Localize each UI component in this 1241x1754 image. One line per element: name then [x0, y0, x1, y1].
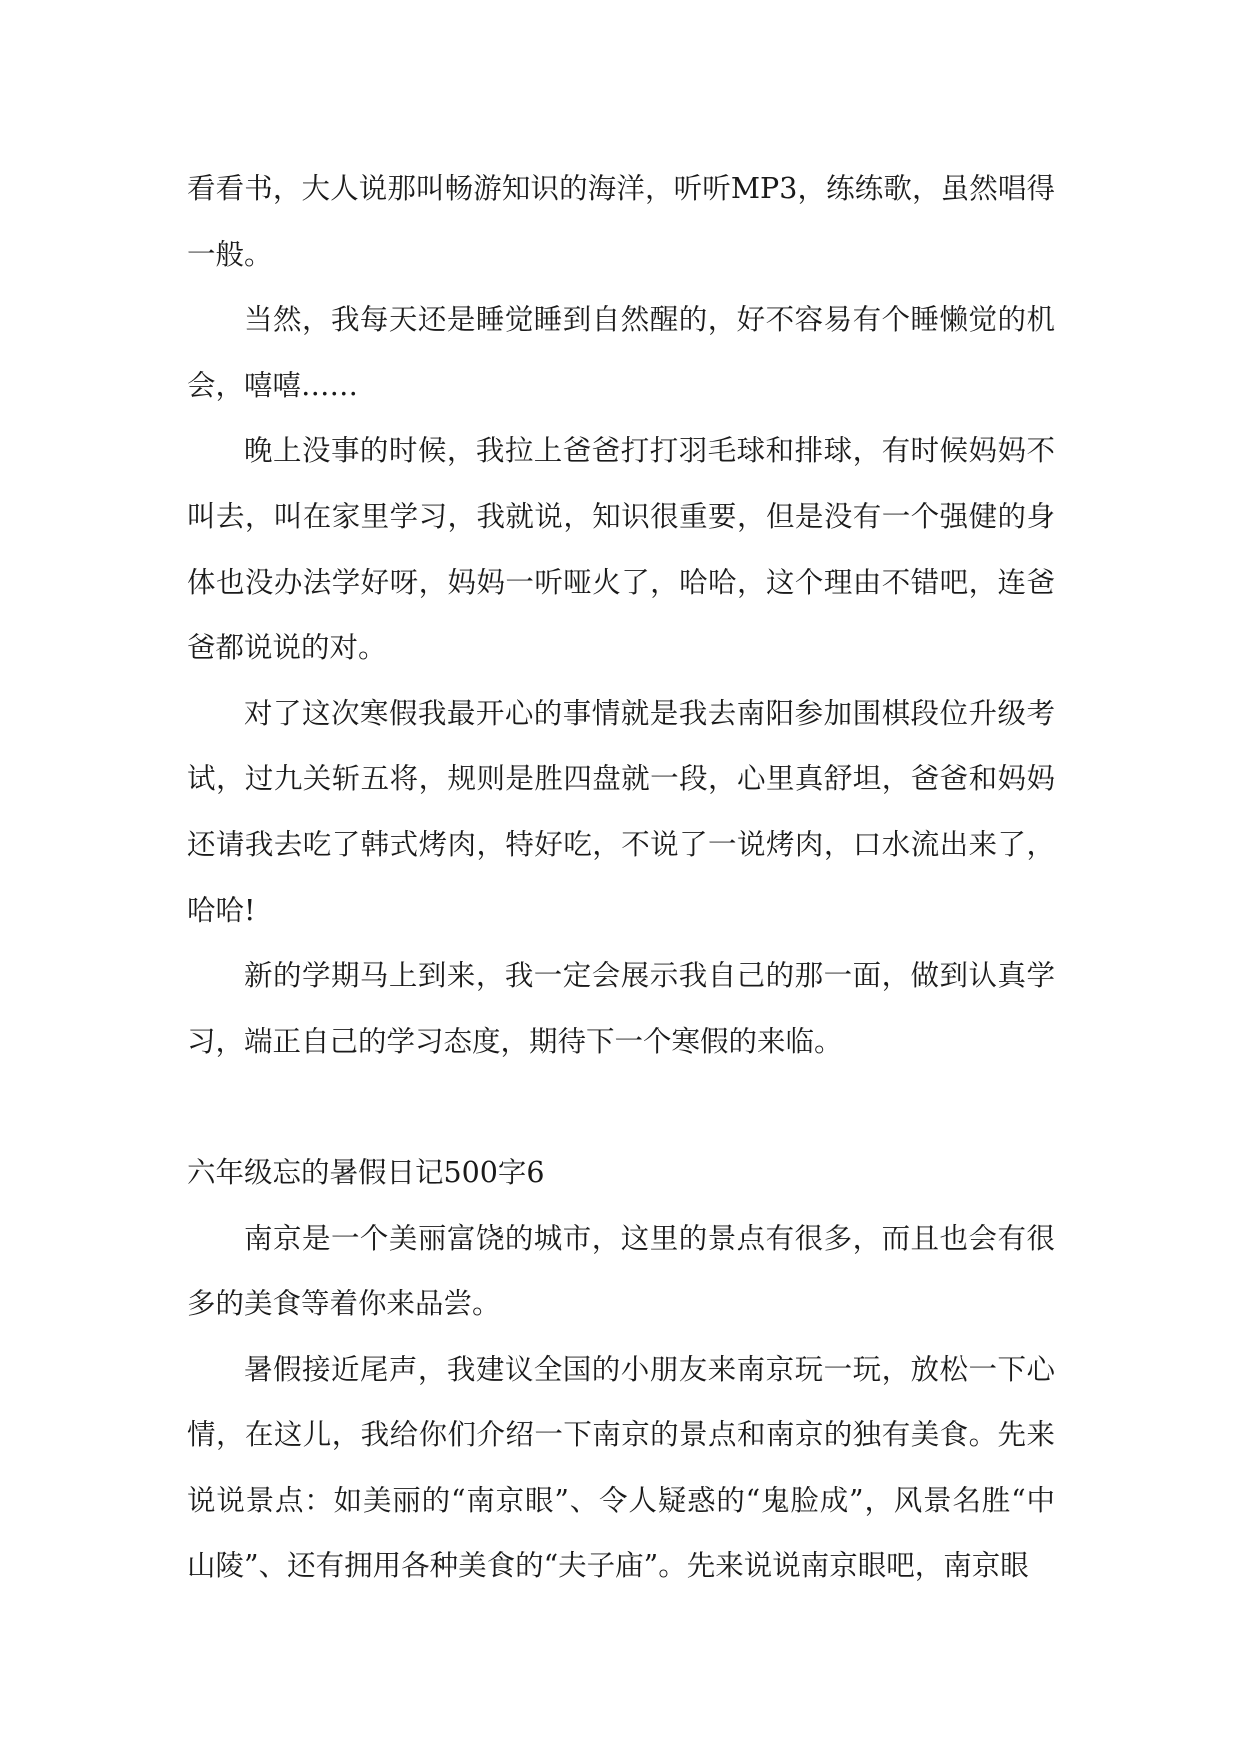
section-heading: 六年级忘的暑假日记500字6: [187, 1155, 545, 1189]
paragraph: 暑假接近尾声，我建议全国的小朋友来南京玩一玩，放松一下心情，在这儿，我给你们介绍一下南京的景点和南京的独有美食。先来说说景点：如美丽的“南京眼”、令人疑惑的“鬼脸成”，风景名胜“中山陵”、还有拥用各种美食的“夫子庙”。先来说说南京眼吧，南京眼: [187, 1352, 1055, 1583]
paragraph: 新的学期马上到来，我一定会展示我自己的那一面，做到认真学习，端正自己的学习态度，期待下一个寒假的来临。: [187, 959, 1055, 1058]
section-spacer: [187, 1074, 1055, 1140]
paragraph-continued: 看看书，大人说那叫畅游知识的海洋，听听MP3，练练歌，虽然唱得一般。: [187, 172, 1055, 271]
paragraph: 南京是一个美丽富饶的城市，这里的景点有很多，而且也会有很多的美食等着你来品尝。: [187, 1221, 1055, 1321]
paragraph: 晚上没事的时候，我拉上爸爸打打羽毛球和排球，有时候妈妈不叫去，叫在家里学习，我就说，知识很重要，但是没有一个强健的身体也没办法学好呀，妈妈一听哑火了，哈哈，这个理由不错吧，连爸爸都说说的对。: [187, 434, 1055, 665]
document-body: [187, 156, 1055, 1599]
paragraph: 当然，我每天还是睡觉睡到自然醒的，好不容易有个睡懒觉的机会，嘻嘻……: [187, 303, 1055, 402]
paragraph: 对了这次寒假我最开心的事情就是我去南阳参加围棋段位升级考试，过九关斩五将，规则是胜四盘就一段，心里真舒坦，爸爸和妈妈还请我去吃了韩式烤肉，特好吃，不说了一说烤肉，口水流出来了，哈哈!: [187, 696, 1055, 927]
